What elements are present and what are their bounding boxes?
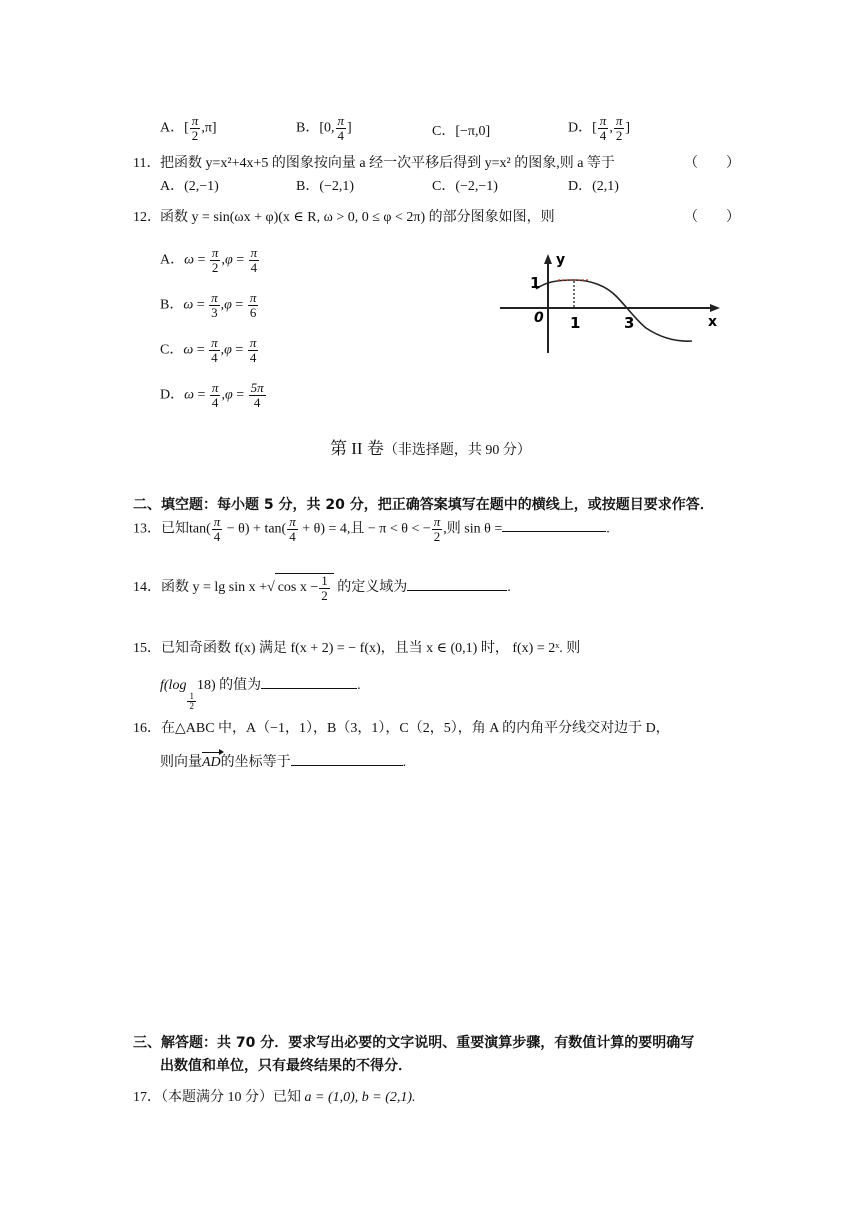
q12-option-a: A．ω = $\frac{\pi}{2}$ ,φ = $\frac{\pi}{4}$ bbox=[160, 245, 258, 275]
q10-option-c: C．[−π,0] bbox=[432, 124, 491, 139]
q14-answer-blank[interactable] bbox=[407, 589, 507, 591]
q12-answer-paren: （ ） bbox=[684, 210, 740, 225]
q10-option-b: B．[0, $\frac{\pi}{4}$ ] bbox=[296, 113, 352, 143]
q11-option-c: C．(−2,−1) bbox=[432, 179, 498, 194]
q13: 13．已知tan( $\frac{\pi}{4}$ − θ) + tan( $\frac{\pi}{4}$ + θ) = 4,且 − π < θ < − $\frac{\pi}{2}$ ,则 sin θ = . bbox=[133, 514, 610, 544]
q15-line2: f(log $\frac{1}{2}$ 18) 的值为 . bbox=[160, 678, 361, 712]
x-tick-1: 1 bbox=[570, 314, 581, 332]
q11-option-b: B．(−2,1) bbox=[296, 179, 355, 194]
sine-curve bbox=[536, 280, 692, 341]
y-axis-label: y bbox=[556, 252, 566, 268]
q11-stem: 把函数 y=x²+4x+5 的图象按向量 a 经一次平移后得到 y=x² 的图象,则 a 等于 bbox=[160, 156, 615, 171]
q16-line2: 则向量AD的坐标等于 . bbox=[160, 755, 407, 770]
q12-sine-graph bbox=[496, 248, 726, 358]
q12-number: 12． bbox=[133, 210, 161, 225]
q11-number: 11． bbox=[133, 156, 161, 171]
q11-option-a: A．(2,−1) bbox=[160, 179, 219, 194]
q13-answer-blank[interactable] bbox=[502, 530, 606, 532]
q16-line1: 16．在△ABC 中，A（−1，1），B（3，1），C（2，5），角 A 的内角平分线交对边于 D， bbox=[133, 721, 670, 736]
q12-stem: 函数 y = sin(ωx + φ)(x ∈ R, ω > 0, 0 ≤ φ < 2π) 的部分图象如图，则 bbox=[160, 210, 555, 225]
q12-option-b: B．ω = $\frac{\pi}{3}$ ,φ = $\frac{\pi}{6}$ bbox=[160, 290, 257, 320]
q10-option-d: D．[ $\frac{\pi}{4}$ , $\frac{\pi}{2}$ ] bbox=[568, 113, 630, 143]
q15-answer-blank[interactable] bbox=[261, 687, 357, 689]
q10-option-a: A．[ $\frac{\pi}{2}$ ,π] bbox=[160, 113, 217, 143]
section3-heading-line2: 出数值和单位，只有最终结果的不得分． bbox=[160, 1058, 412, 1074]
x-axis-label: x bbox=[708, 314, 718, 330]
x-axis-arrow bbox=[710, 304, 720, 312]
vector-ad: AD bbox=[202, 755, 221, 770]
q12-option-d: D．ω = $\frac{\pi}{4}$ ,φ = $\frac{5\pi}{4}$ bbox=[160, 380, 264, 410]
y-axis-arrow bbox=[544, 254, 552, 264]
q11-option-d: D．(2,1) bbox=[568, 179, 619, 194]
x-tick-3: 3 bbox=[624, 314, 635, 332]
q12-option-c: C．ω = $\frac{\pi}{4}$ ,φ = $\frac{\pi}{4}$ bbox=[160, 335, 257, 365]
section3-heading-line1: 三、解答题：共 70 分．要求写出必要的文字说明、重要演算步骤，有数值计算的要明确写 bbox=[133, 1035, 695, 1051]
section2-heading: 二、填空题：每小题 5 分，共 20 分，把正确答案填写在题中的横线上，或按题目要求作答． bbox=[133, 497, 714, 513]
q14: 14．函数 y = lg sin x + √ cos x − $\frac{1}{2}$ 的定义域为 . bbox=[133, 573, 511, 603]
q17: 17．（本题满分 10 分）已知 a = (1,0), b = (2,1). bbox=[133, 1090, 416, 1105]
y-tick-1: 1 bbox=[530, 274, 541, 292]
origin-label: 0 bbox=[534, 310, 544, 326]
part2-title: 第 II 卷（非选择题，共 90 分） bbox=[330, 439, 531, 458]
q16-answer-blank[interactable] bbox=[291, 764, 403, 766]
q11-answer-paren: （ ） bbox=[684, 156, 740, 171]
q15-line1: 15．已知奇函数 f(x) 满足 f(x + 2) = − f(x)，且当 x ∈ (0,1) 时， f(x) = 2ˣ. 则 bbox=[133, 641, 581, 656]
